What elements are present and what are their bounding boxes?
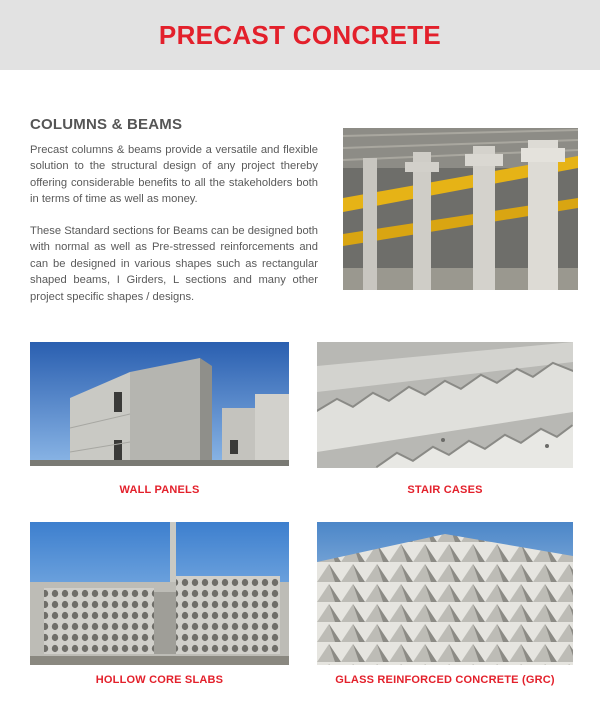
- header-band: [0, 0, 600, 70]
- columns-beams-photo: [343, 128, 578, 290]
- grc-caption: GLASS REINFORCED CONCRETE (GRC): [335, 674, 555, 686]
- page-title: PRECAST CONCRETE: [158, 19, 442, 50]
- beams-paragraph: These Standard sections for Beams can be designed both with normal as well as Pre-stressed reinforcements and can be designed in various shapes such as rectangular shaped beams, I Girders, L sections and many other project specific shapes / designs.: [30, 225, 318, 303]
- stair-cases-photo: [317, 342, 573, 468]
- stair-cases-caption: STAIR CASES: [407, 484, 483, 496]
- section-title: COLUMNS & BEAMS: [30, 116, 183, 133]
- hollow-core-slabs-caption: HOLLOW CORE SLABS: [95, 674, 224, 686]
- wall-panels-caption: WALL PANELS: [119, 484, 200, 496]
- grc-panels-photo: [317, 522, 573, 665]
- wall-panels-photo: [30, 342, 289, 466]
- hollow-core-slabs-photo: [30, 522, 289, 665]
- intro-paragraph: Precast columns & beams provide a versatile and flexible solution to the structural design of any project thereby offering considerable benefits to all the stakeholders both in terms of time as well as money.: [30, 144, 318, 206]
